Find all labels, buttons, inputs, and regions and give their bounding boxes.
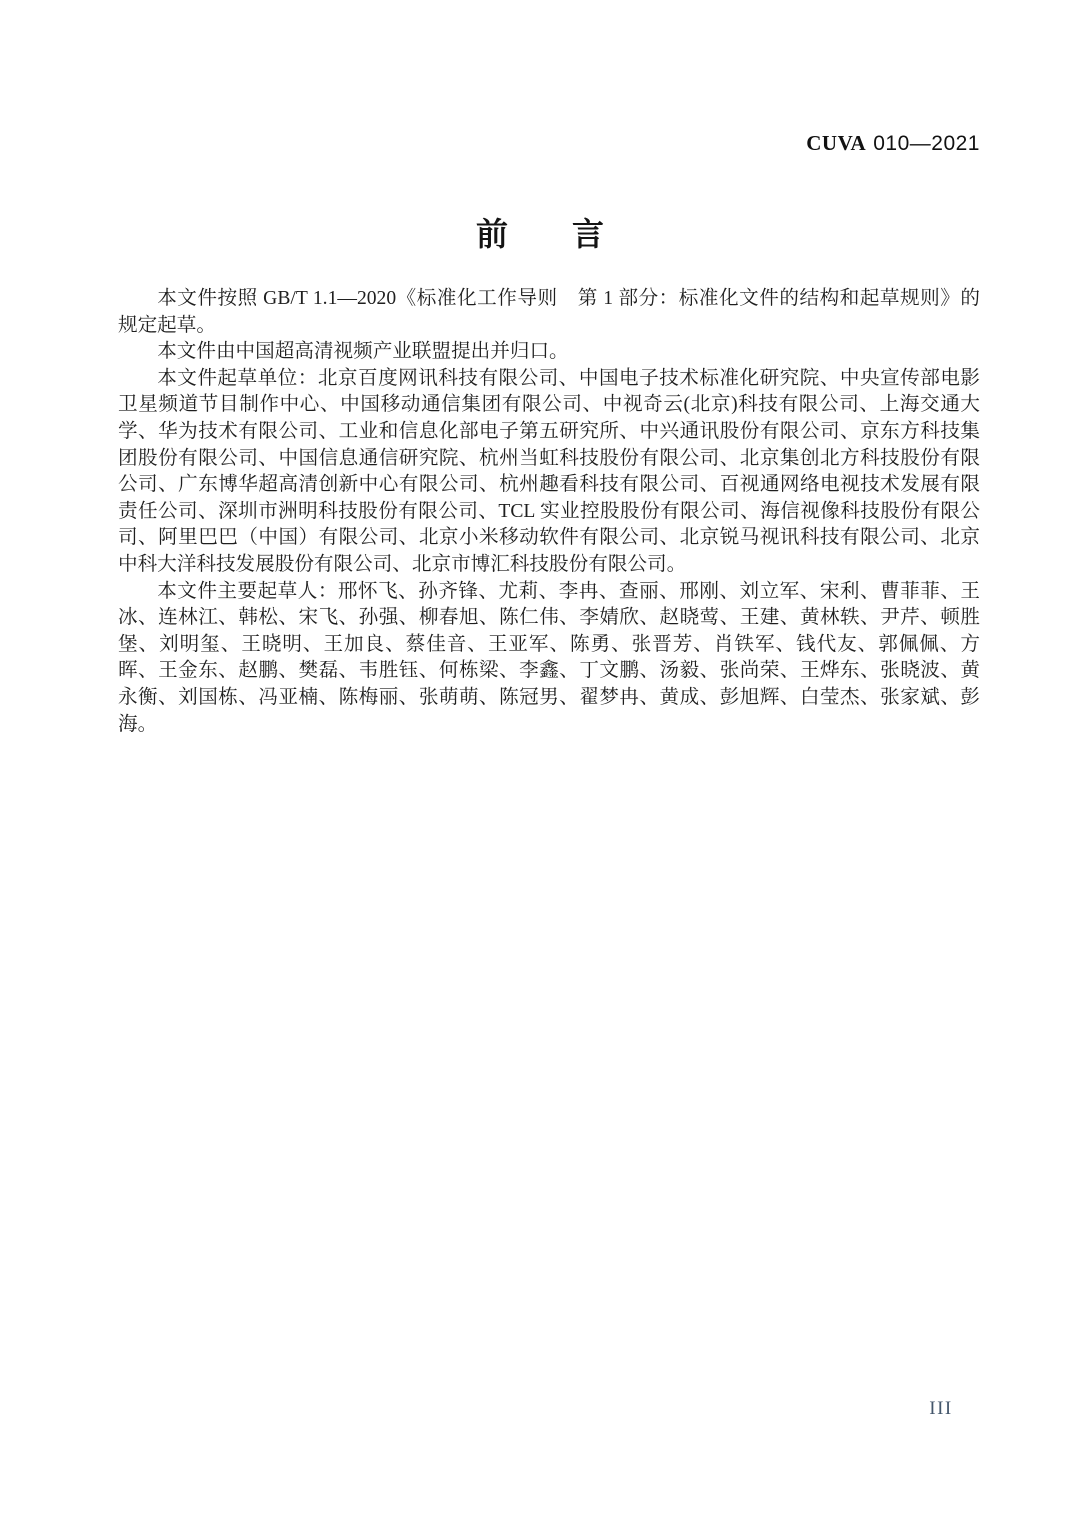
standard-number: 010—2021 (873, 132, 980, 155)
page-number: III (929, 1398, 953, 1419)
paragraph-proposing-body: 本文件由中国超高清视频产业联盟提出并归口。 (157, 341, 569, 363)
paragraph-main-drafters: 本文件主要起草人：邢怀飞、孙齐锋、尤莉、李冉、查丽、邢刚、刘立军、宋利、曹菲菲、王冰、连林江、韩松、宋飞、孙强、柳春旭、陈仁伟、李婧欣、赵晓莺、王建、黄林轶、尹芹、顿胜堡、刘明玺、王晓明、王加良、蔡佳音、王亚军、陈勇、张晋芳、肖铁军、钱代友、郭佩佩、方晖、王金东、赵鹏、樊磊、韦胜钰、何栋梁、李鑫、丁文鹏、汤毅、张尚荣、王烨东、张晓波、黄永衡、刘国栋、冯亚楠、陈梅丽、张萌萌、陈冠男、翟梦冉、黄成、彭旭辉、白莹杰、张家斌、彭海。 (118, 580, 980, 735)
paragraph-drafting-organizations: 本文件起草单位：北京百度网讯科技有限公司、中国电子技术标准化研究院、中央宣传部电影卫星频道节目制作中心、中国移动通信集团有限公司、中视奇云(北京)科技有限公司、上海交通大学、华为技术有限公司、工业和信息化部电子第五研究所、中兴通讯股份有限公司、京东方科技集团股份有限公司、中国信息通信研究院、杭州当虹科技股份有限公司、北京集创北方科技股份有限公司、广东博华超高清创新中心有限公司、杭州趣看科技有限公司、百视通网络电视技术发展有限责任公司、深圳市洲明科技股份有限公司、TCL 实业控股股份有限公司、海信视像科技股份有限公司、阿里巴巴（中国）有限公司、北京小米移动软件有限公司、北京锐马视讯科技有限公司、北京中科大洋科技发展股份有限公司、北京市博汇科技股份有限公司。 (118, 367, 980, 575)
paragraph-drafting-basis: 本文件按照 GB/T 1.1—2020《标准化工作导则 第 1 部分：标准化文件的结构和起草规则》的规定起草。 (118, 288, 980, 336)
foreword-body (118, 286, 980, 738)
foreword-title: 前 言 (475, 216, 604, 252)
standard-code-header (806, 130, 980, 157)
standard-org-code: CUVA (806, 131, 867, 155)
